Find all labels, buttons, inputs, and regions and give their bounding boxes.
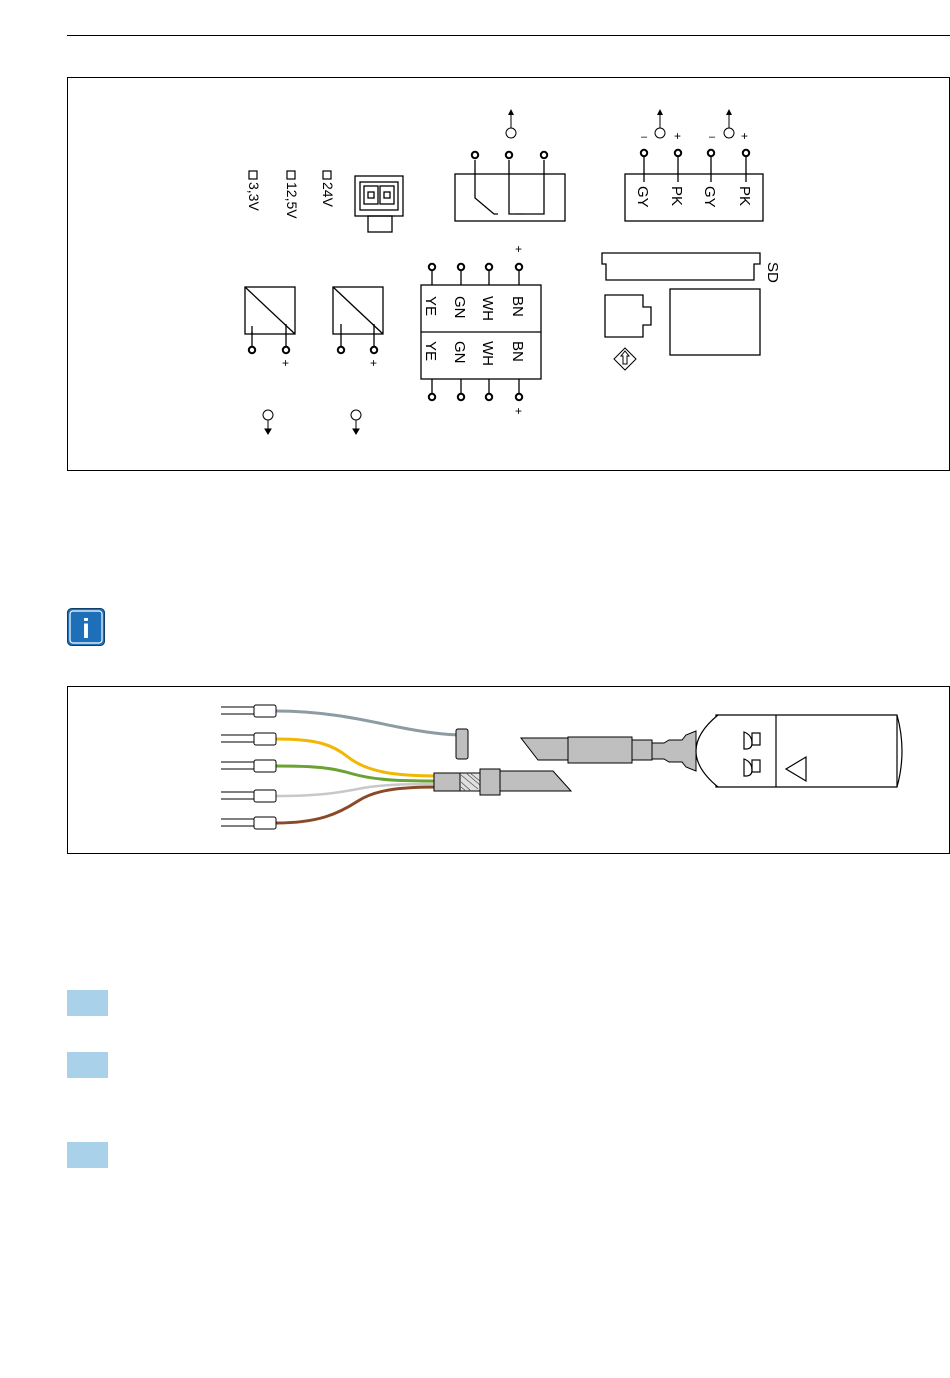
signal-plus-1: + xyxy=(674,129,682,143)
signal-label-pk-1: PK xyxy=(668,186,685,207)
signal-plus-2: + xyxy=(741,129,749,143)
current-input-1-icon xyxy=(263,410,273,434)
relay-output-icon xyxy=(506,112,516,138)
ferrule-white xyxy=(221,790,276,802)
relay-contact-block xyxy=(455,152,565,221)
svg-text:3,3V: 3,3V xyxy=(246,182,262,211)
signal-label-pk-2: PK xyxy=(736,186,753,207)
signal-label-gy-1: GY xyxy=(634,186,651,208)
sensor-lower-label-bn: BN xyxy=(509,341,526,362)
ethernet-port xyxy=(605,295,651,337)
cable-assembly-figure xyxy=(67,686,950,854)
sensor-upper-plus: + xyxy=(515,242,523,256)
sensor-lower-plus: + xyxy=(515,404,523,418)
ferrule-brown xyxy=(221,817,276,829)
wire-grey xyxy=(276,711,463,735)
sensor-upper-label-wh: WH xyxy=(479,296,496,321)
sensor-head xyxy=(696,715,902,787)
shield-drain-ferrule xyxy=(456,729,468,759)
display-module xyxy=(670,289,760,355)
step-marker-2 xyxy=(67,1052,108,1078)
ferrule-green xyxy=(221,760,276,772)
voltage-option-12v5 xyxy=(284,171,300,219)
current-input-2-icon xyxy=(351,410,361,434)
voltage-jumper-socket xyxy=(355,176,403,232)
network-icon xyxy=(614,348,636,370)
sensor-lower-label-ye: YE xyxy=(422,341,439,362)
wire-green xyxy=(276,766,440,781)
voltage-option-24v xyxy=(320,171,336,208)
step-marker-1 xyxy=(67,990,108,1016)
terminal-board-diagram xyxy=(68,78,950,472)
sensor-upper-label-gn: GN xyxy=(451,296,468,319)
signal-minus-1: – xyxy=(641,131,648,143)
sensor-lower-label-wh: WH xyxy=(479,341,496,366)
voltage-option-3v3 xyxy=(246,171,262,211)
current-input-2-plus: + xyxy=(370,356,378,370)
shielded-cable-end xyxy=(434,769,571,795)
wire-white xyxy=(276,784,440,796)
signal-minus-2: – xyxy=(709,131,716,143)
cable-assembly-diagram xyxy=(68,687,950,855)
header-rule xyxy=(67,35,950,36)
svg-text:i: i xyxy=(82,613,90,644)
ferrule-yellow xyxy=(221,733,276,745)
step-marker-3 xyxy=(67,1142,108,1168)
signal-output-icon-1 xyxy=(655,112,665,138)
svg-text:24V: 24V xyxy=(320,182,336,207)
sd-card-slot xyxy=(602,253,760,280)
sensor-upper-label-ye: YE xyxy=(422,296,439,317)
ferrule-grey xyxy=(221,705,276,717)
wire-yellow xyxy=(276,739,440,776)
wire-brown xyxy=(276,787,440,823)
terminal-board-figure xyxy=(67,77,950,471)
current-input-1-plus: + xyxy=(282,356,290,370)
current-input-1 xyxy=(245,287,295,353)
sensor-upper-label-bn: BN xyxy=(509,296,526,317)
signal-label-gy-2: GY xyxy=(701,186,718,208)
sd-label: SD xyxy=(764,262,781,283)
svg-text:12,5V: 12,5V xyxy=(284,182,300,219)
sensor-terminal-block xyxy=(421,264,541,400)
signal-output-icon-2 xyxy=(724,112,734,138)
sensor-cable xyxy=(521,731,696,771)
sensor-lower-label-gn: GN xyxy=(451,341,468,364)
current-input-2 xyxy=(333,287,383,353)
info-icon xyxy=(67,608,105,646)
